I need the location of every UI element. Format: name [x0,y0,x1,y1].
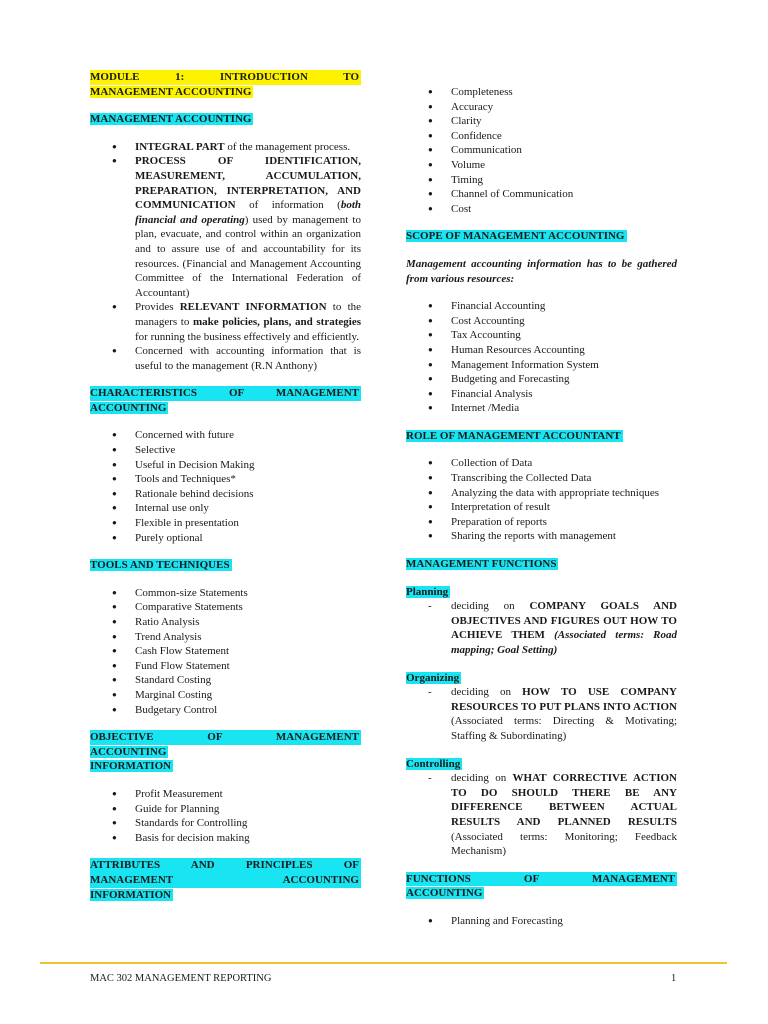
tools-list [90,586,361,717]
left-column [90,70,361,902]
planning-description [406,599,677,657]
list-item: ● Completeness [406,85,677,100]
list-item: ● Rationale behind decisions [90,487,361,502]
list-item: ● Cost [406,202,677,217]
list-item: ● Accuracy [406,100,677,115]
section-heading-text: ACCOUNTING [90,401,167,414]
list-item: ● Common-size Statements [90,586,361,601]
section-heading-characteristics [90,386,361,415]
section-heading-functions [406,872,677,901]
organizing-description [406,685,677,743]
subheading-text: Controlling [406,757,461,770]
list-text: of the management process. [224,140,351,153]
list-item: ● Tax Accounting [406,328,677,343]
list-item: ● Fund Flow Statement [90,659,361,674]
list-item: ● Trend Analysis [90,630,361,645]
section-heading-text: ROLE OF MANAGEMENT ACCOUNTANT [406,429,621,442]
bold-text: PROCESS OF IDENTIFICATION, MEASUREMENT, ACCUMULATION, PREPARATION, INTERPRETATION, AND COMMUNICATION [135,155,361,212]
italic-text: both financial and operating [135,199,361,226]
section-heading-text: MANAGEMENT ACCOUNTING [90,873,359,886]
list-item: ● Tools and Techniques* [90,472,361,487]
list-item: ● Basis for decision making [90,831,361,846]
characteristics-list [90,428,361,545]
controlling-description [406,771,677,859]
list-item: ● Analyzing the data with appropriate techniques [406,486,677,501]
desc-text: deciding on [451,686,523,699]
bold-text: make policies, plans, and strategies [193,315,361,328]
list-item: ● Volume [406,158,677,173]
list-item: ● Communication [406,143,677,158]
section-heading-objective [90,730,361,774]
list-text: of information ( [235,199,341,212]
list-text: Concerned with accounting information that is useful to the management (R.N Anthony) [135,345,361,372]
list-item: ● Standard Costing [90,673,361,688]
list-text: Provides [135,301,180,314]
section-heading-text: FUNCTIONS OF MANAGEMENT [406,872,675,885]
list-item: ● Cost Accounting [406,314,677,329]
list-item: ● Useful in Decision Making [90,458,361,473]
subheading-planning [406,585,677,600]
bold-text: COMPANY GOALS AND OBJECTIVES AND FIGURES OUT HOW TO ACHIEVE THEM [451,600,677,642]
list-item [90,154,361,300]
list-item: ● Confidence [406,129,677,144]
list-item: ● Collection of Data [406,456,677,471]
list-item: ● Flexible in presentation [90,516,361,531]
list-item: ● Sharing the reports with management [406,529,677,544]
section-heading-tools [90,558,361,573]
list-item: ● Planning and Forecasting [406,914,677,929]
bold-text: RELEVANT INFORMATION [179,301,327,314]
list-item: ● Interpretation of result [406,500,677,515]
module-title-line1: MODULE 1: INTRODUCTION TO [90,71,359,83]
list-item: ● Budgeting and Forecasting [406,372,677,387]
right-column [406,85,677,929]
footer-rule [40,962,727,964]
list-item: ● Internal use only [90,501,361,516]
section-heading-text: INFORMATION [90,888,172,901]
section-heading-text: INFORMATION [90,760,172,773]
subheading-text: Organizing [406,671,460,684]
module-title-line2: MANAGEMENT ACCOUNTING [90,85,252,98]
list-item: ● Cash Flow Statement [90,644,361,659]
list-item: ● Guide for Planning [90,802,361,817]
bold-text: WHAT CORRECTIVE ACTION TO DO SHOULD THERE BE ANY DIFFERENCE BETWEEN ACTUAL RESULTS AND PLANNED RESULTS [451,772,677,828]
section-heading-text: SCOPE OF MANAGEMENT ACCOUNTING [406,230,625,243]
page-number: 1 [671,973,677,984]
section-heading-text: ATTRIBUTES AND PRINCIPLES OF [90,859,359,872]
roles-list [406,456,677,544]
list-item: ● Budgetary Control [90,703,361,718]
list-item: ● Financial Accounting [406,299,677,314]
section-heading-attributes [90,858,361,902]
desc-text: (Associated terms: Monitoring; Feedback Mechanism) [451,830,677,858]
list-item: ● Ratio Analysis [90,615,361,630]
section-heading-management-accounting [90,112,361,127]
subheading-text: Planning [406,585,449,598]
desc-text: (Associated terms: Directing & Motivating; Staffing & Subordinating) [451,715,677,742]
list-item: ● Channel of Communication [406,187,677,202]
section-heading-text: ACCOUNTING [90,745,167,758]
module-title [90,70,361,99]
list-item: ● Clarity [406,114,677,129]
list-text: ) used by management to plan, evacuate, and control within an organization and to assure use of and accountability for its resources. (Financial and Management Accounting Committee of the International Federation of Accountant) [135,213,361,299]
list-item: ● Preparation of reports [406,515,677,530]
list-item: ● Human Resources Accounting [406,343,677,358]
list-item: ● Selective [90,443,361,458]
scope-list [406,299,677,416]
list-item: ● Timing [406,173,677,188]
desc-text: deciding on [451,600,530,613]
scope-intro: Management accounting information has to be gathered from various resources: [406,257,677,285]
list-item: ● Purely optional [90,531,361,546]
section-heading-text: ACCOUNTING [406,887,483,900]
list-text: for running the business effectively and efficiently. [135,330,360,343]
objectives-list [90,787,361,845]
section-heading-text: TOOLS AND TECHNIQUES [90,559,230,572]
subheading-organizing [406,671,677,686]
section-heading-text: OBJECTIVE OF MANAGEMENT [90,731,359,744]
list-item: ● Profit Measurement [90,787,361,802]
bold-text: HOW TO USE COMPANY RESOURCES TO PUT PLANS INTO ACTION [451,686,677,713]
list-item: ● Transcribing the Collected Data [406,471,677,486]
footer-course-title: MAC 302 MANAGEMENT REPORTING [90,973,272,984]
attributes-list [406,85,677,216]
list-item [90,344,361,373]
list-item: ● Concerned with future [90,428,361,443]
list-item: ● Internet /Media [406,401,677,416]
section-heading-role [406,429,677,444]
section-heading-text: MANAGEMENT ACCOUNTING [90,113,252,126]
section-heading-management-functions [406,557,677,572]
desc-text: deciding on [451,772,513,785]
list-text: to the managers to [135,301,362,328]
italic-text: (Associated terms: Road mapping; Goal Setting) [451,629,677,656]
list-item: ● Marginal Costing [90,688,361,703]
list-item: ● Management Information System [406,358,677,373]
list-item: ● Comparative Statements [90,600,361,615]
list-item [90,300,361,344]
list-item: ● Standards for Controlling [90,816,361,831]
list-item: ● Financial Analysis [406,387,677,402]
list-item [90,140,361,155]
subheading-controlling [406,757,677,772]
section-heading-text: CHARACTERISTICS OF MANAGEMENT [90,387,359,400]
section-heading-text: MANAGEMENT FUNCTIONS [406,558,557,571]
section-heading-scope [406,229,677,244]
functions-list [406,914,677,929]
management-accounting-list [90,140,361,374]
bold-text: INTEGRAL PART [135,140,225,153]
